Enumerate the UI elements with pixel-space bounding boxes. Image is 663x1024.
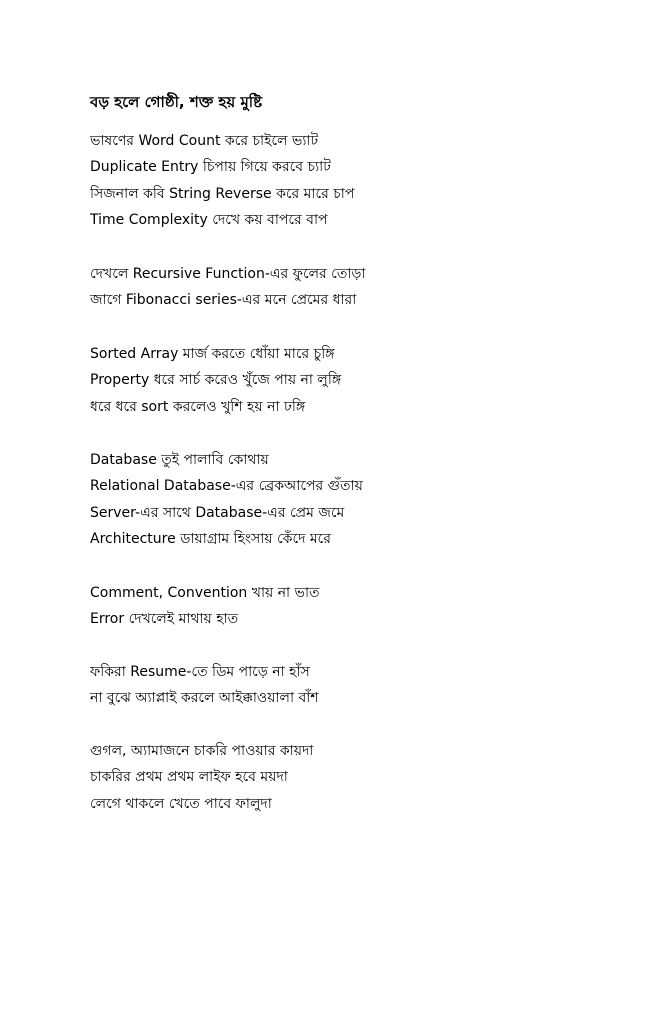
poem-line: Relational Database-এর ব্রেকআপের গুঁতায় bbox=[90, 478, 363, 495]
stanza-3 bbox=[90, 341, 341, 420]
stanza-4 bbox=[90, 447, 363, 552]
poem-line: Server-এর সাথে Database-এর প্রেম জমে bbox=[90, 504, 345, 521]
poem-line: দেখলে Recursive Function-এর ফুলের তোড়া bbox=[90, 266, 366, 282]
poem-line: Architecture ডায়াগ্রাম হিংসায় কেঁদে মরে bbox=[90, 530, 331, 547]
poem-line: Database তুই পালাবি কোথায় bbox=[90, 452, 269, 468]
poem-line: জাগে Fibonacci series-এর মনে প্রেমের ধারা bbox=[90, 292, 357, 309]
poem-line: Time Complexity দেখে কয় বাপরে বাপ bbox=[90, 211, 328, 228]
poem-line: সিজনাল কবি String Reverse করে মারে চাপ bbox=[90, 185, 355, 202]
poem-line: Property ধরে সার্চ করেও খুঁজে পায় না লুঙ্গি bbox=[90, 372, 342, 389]
poem-line: Comment, Convention খায় না ভাত bbox=[90, 585, 320, 601]
stanza-6 bbox=[90, 659, 319, 712]
poem-line: ভাষণের Word Count করে চাইলে ভ্যাট bbox=[90, 133, 319, 149]
stanza-7 bbox=[90, 738, 313, 817]
poem-title: বড় হলে গোষ্ঠী, শক্ত হয় মুষ্টি bbox=[90, 93, 263, 111]
poem-line: গুগল, অ্যামাজনে চাকরি পাওয়ার কায়দা bbox=[90, 743, 314, 759]
poem-line: Error দেখলেই মাথায় হাত bbox=[90, 611, 239, 628]
poem-line: Sorted Array মার্জ করতে ধোঁয়া মারে চুঙ্গি bbox=[90, 346, 335, 362]
stanza-2 bbox=[90, 261, 365, 314]
poem-line: ধরে ধরে sort করলেও খুশি হয় না ঢঙ্গি bbox=[90, 398, 306, 415]
poem-line: Duplicate Entry চিপায় গিয়ে করবে চ্যাট bbox=[90, 159, 331, 176]
poem-line: ফকিরা Resume-তে ডিম পাড়ে না হাঁস bbox=[90, 664, 310, 680]
poem-line: চাকরির প্রথম প্রথম লাইফ হবে ময়দা bbox=[90, 769, 288, 786]
stanza-5 bbox=[90, 580, 320, 633]
poem-line: লেগে থাকলে খেতে পাবে ফালুদা bbox=[90, 795, 272, 812]
stanza-1 bbox=[90, 128, 354, 233]
poem-line: না বুঝে অ্যাপ্লাই করলে আইক্কাওয়ালা বাঁশ bbox=[90, 690, 319, 707]
